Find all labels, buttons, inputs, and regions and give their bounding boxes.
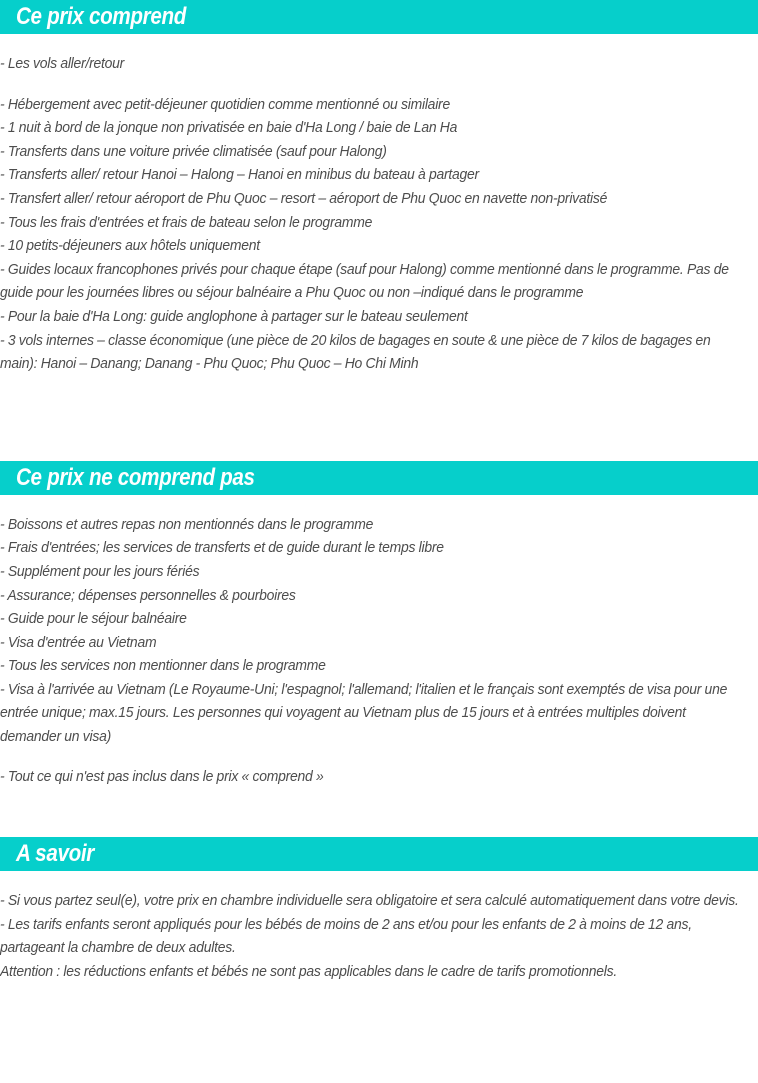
list-item: - Tous les frais d'entrées et frais de bateau selon le programme xyxy=(0,214,373,231)
section-header-included xyxy=(0,0,758,34)
list-item: - Hébergement avec petit-déjeuner quotidien comme mentionné ou similaire xyxy=(0,96,450,113)
list-item: - 1 nuit à bord de la jonque non privatisée en baie d'Ha Long / baie de Lan Ha xyxy=(0,120,458,137)
list-item: - Visa à l'arrivée au Vietnam (Le Royaume-Uni; l'espagnol; l'allemand; l'italien et le français sont exemptés de visa pour une entrée unique; max.15 jours. Les personnes qui voyagent au Vietnam plus de 15 jours et à entrées multiples doivent demander un visa) xyxy=(0,681,728,746)
list-item: - Transferts aller/ retour Hanoi – Halong – Hanoi en minibus du bateau à partager xyxy=(0,167,479,184)
section-body-not-included xyxy=(0,514,758,790)
list-item: - Frais d'entrées; les services de transferts et de guide durant le temps libre xyxy=(0,540,444,557)
section-title-included: Ce prix comprend xyxy=(16,3,186,30)
section-spacer xyxy=(0,377,758,461)
list-item: - Guides locaux francophones privés pour chaque étape (sauf pour Halong) comme mentionné dans le programme. Pas de guide pour les journées libres ou séjour balnéaire a Phu Quoc ou non –indiqué dans le programme xyxy=(0,261,729,302)
section-spacer xyxy=(0,789,758,837)
section-title-good-to-know: A savoir xyxy=(16,840,94,868)
list-item: - Supplément pour les jours fériés xyxy=(0,563,200,580)
list-item: - Les vols aller/retour xyxy=(0,56,125,72)
section-title-not-included: Ce prix ne comprend pas xyxy=(16,463,255,491)
list-item: - Boissons et autres repas non mentionnés dans le programme xyxy=(0,516,374,533)
list-item: - Transferts dans une voiture privée climatisée (sauf pour Halong) xyxy=(0,143,387,160)
list-item: - Assurance; dépenses personnelles & pourboires xyxy=(0,587,296,604)
list-item: - Transfert aller/ retour aéroport de Phu Quoc – resort – aéroport de Phu Quoc en navette non-privatisé xyxy=(0,190,608,207)
list-item: - Guide pour le séjour balnéaire xyxy=(0,611,187,628)
list-item: - Tous les services non mentionner dans le programme xyxy=(0,658,326,675)
list-item: - 10 petits-déjeuners aux hôtels uniquement xyxy=(0,238,260,255)
section-body-good-to-know xyxy=(0,890,758,984)
list-item: - Les tarifs enfants seront appliqués pour les bébés de moins de 2 ans et/ou pour les enfants de 2 à moins de 12 ans, partageant la chambre de deux adultes. xyxy=(0,916,692,957)
list-item: - Pour la baie d'Ha Long: guide anglophone à partager sur le bateau seulement xyxy=(0,308,468,325)
note-line: Attention : les réductions enfants et bébés ne sont pas applicables dans le cadre de tarifs promotionnels. xyxy=(0,964,618,981)
list-item: - 3 vols internes – classe économique (une pièce de 20 kilos de bagages en soute & une pièce de 7 kilos de bagages en main): Hanoi – Danang; Danang - Phu Quoc; Phu Quoc – Ho Chi Minh xyxy=(0,332,711,373)
list-item: - Visa d'entrée au Vietnam xyxy=(0,634,157,651)
list-item: - Si vous partez seul(e), votre prix en chambre individuelle sera obligatoire et sera calculé automatiquement dans votre devis. xyxy=(0,893,739,910)
section-header-good-to-know xyxy=(0,837,758,871)
list-item: - Tout ce qui n'est pas inclus dans le prix « comprend » xyxy=(0,768,324,785)
section-header-not-included xyxy=(0,461,758,495)
section-body-included xyxy=(0,53,758,377)
